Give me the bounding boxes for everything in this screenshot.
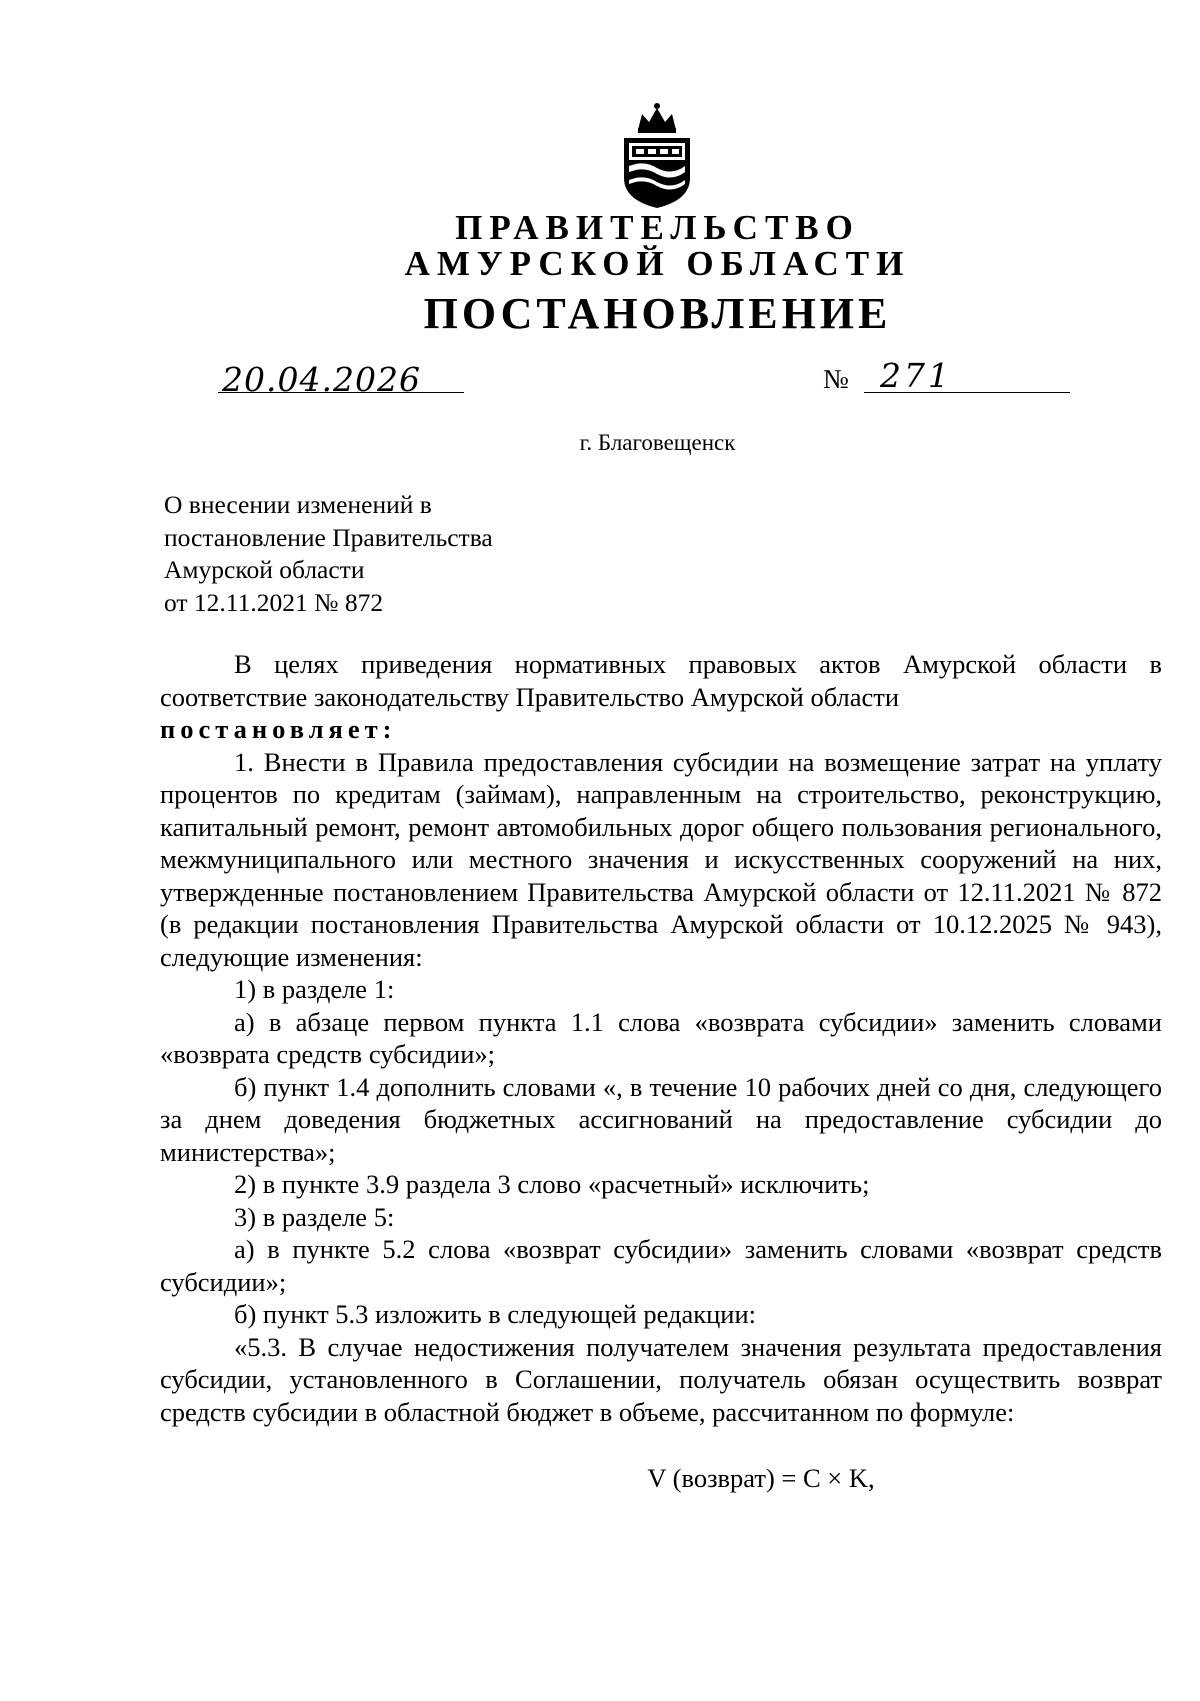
number-underline bbox=[864, 392, 1070, 393]
document-date: 20.04.2026 bbox=[222, 360, 421, 399]
paragraph: 1. Внести в Правила предоставления субсидии на возмещение затрат на уплату процентов по кредитам (займам), направленным на строительство, реконструкцию, капитальный ремонт, ремонт автомобильных дорог общего пользования регионального, межмуниципального или местного значения и искусственных сооружений на них, утвержденные постановлением Правительства Амурской области от 12.11.2021 № 872 (в редакции постановления Правительства Амурской области от 10.12.2025 № 943), следующие изменения: bbox=[160, 746, 1162, 972]
title-line: постановление Правительства bbox=[164, 522, 493, 552]
document-body bbox=[160, 648, 1162, 1495]
document-type: ПОСТАНОВЛЕНИЕ bbox=[423, 289, 892, 338]
formula: V (возврат) = C × K, bbox=[647, 1463, 875, 1493]
city: г. Благовещенск bbox=[579, 430, 736, 455]
paragraph: б) пункт 5.3 изложить в следующей редакции: bbox=[234, 1299, 757, 1329]
paragraph: а) в абзаце первом пункта 1.1 слова «возврата субсидии» заменить словами «возврата средств субсидии»; bbox=[160, 1006, 1162, 1069]
number-label: № bbox=[823, 364, 849, 394]
preamble: В целях приведения нормативных правовых актов Амурской области в соответствие законодательству Правительство Амурской области bbox=[160, 649, 1162, 712]
org-name-line1: ПРАВИТЕЛЬСТВО bbox=[455, 208, 860, 247]
paragraph: 3) в разделе 5: bbox=[234, 1201, 395, 1232]
coat-of-arms-emblem bbox=[616, 100, 698, 210]
title-line: Амурской области bbox=[164, 555, 365, 584]
title-line: от 12.11.2021 № 872 bbox=[164, 587, 384, 617]
paragraph: а) в пункте 5.2 слова «возврат субсидии» заменить словами «возврат средств субсидии»; bbox=[160, 1234, 1162, 1297]
resolves-word: постановляет: bbox=[160, 714, 397, 744]
paragraph: «5.3. В случае недостижения получателем значения результата предоставления субсидии, установленного в Соглашении, получатель обязан осуществить возврат средств субсидии в областной бюджет в объеме, рассчитанном по формуле: bbox=[160, 1331, 1162, 1427]
date-underline bbox=[218, 392, 464, 393]
title-line: О внесении изменений в bbox=[164, 490, 432, 519]
paragraph: 2) в пункте 3.9 раздела 3 слово «расчетный» исключить; bbox=[234, 1169, 870, 1199]
paragraph: 1) в разделе 1: bbox=[234, 974, 395, 1004]
document-number: 271 bbox=[880, 356, 952, 395]
document-title bbox=[164, 489, 493, 619]
paragraph: б) пункт 1.4 дополнить словами «, в течение 10 рабочих дней со дня, следующего за днем доведения бюджетных ассигнований на предоставление субсидии до министерства»; bbox=[160, 1071, 1162, 1167]
org-name-line2: АМУРСКОЙ ОБЛАСТИ bbox=[404, 244, 911, 283]
